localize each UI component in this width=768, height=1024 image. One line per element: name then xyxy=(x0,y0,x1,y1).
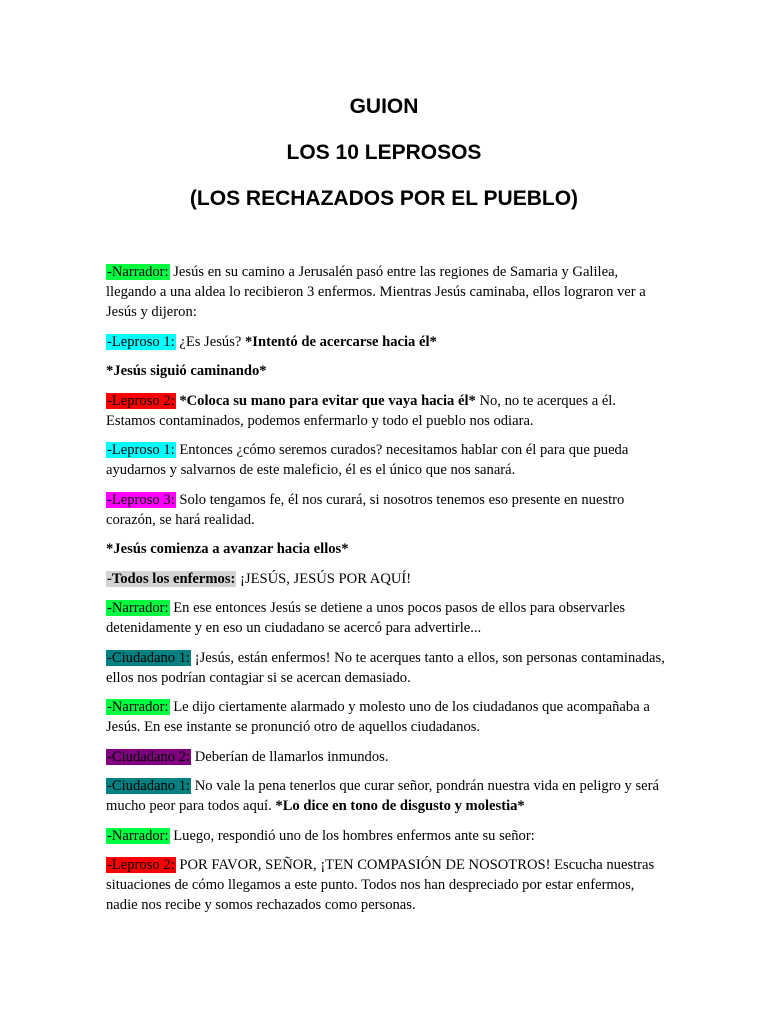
stage-note: *Jesús siguió caminando* xyxy=(106,363,267,379)
speaker-tag: -Ciudadano 2: xyxy=(107,748,191,765)
dialogue-line xyxy=(106,598,666,638)
dialogue-text: Le dijo ciertamente alarmado y molesto uno de los ciudadanos que acompañaba a Jesús. En ese instante se pronunció otro de aquellos ciudadanos. xyxy=(106,699,650,735)
dialogue-text: Entonces ¿cómo seremos curados? necesitamos hablar con él para que pueda ayudarnos y salvarnos de este maleficio, él es el único que nos sanará. xyxy=(106,442,629,478)
dialogue-line xyxy=(106,391,666,431)
title-line-1: GUION xyxy=(349,95,419,118)
dialogue-text: Jesús en su camino a Jerusalén pasó entre las regiones de Samaria y Galilea, llegando a una aldea lo recibieron 3 enfermos. Mientras Jesús caminaba, ellos lograron ver a Jesús y dijeron: xyxy=(106,264,646,320)
dialogue-line xyxy=(106,747,666,767)
dialogue-line xyxy=(106,697,666,737)
speaker-tag: -Todos los enfermos: xyxy=(107,570,236,587)
dialogue-text: ¡JESÚS, JESÚS POR AQUÍ! xyxy=(236,570,412,587)
speaker-tag: -Narrador: xyxy=(107,827,169,844)
dialogue-line xyxy=(106,440,666,480)
speaker-tag: -Narrador: xyxy=(107,699,169,715)
stage-direction xyxy=(106,361,666,381)
stage-direction xyxy=(106,539,666,559)
stage-note: *Jesús comienza a avanzar hacia ellos* xyxy=(106,541,349,557)
dialogue-line xyxy=(106,490,666,530)
dialogue-line xyxy=(106,776,666,816)
dialogue-line xyxy=(106,826,666,846)
dialogue-text: En ese entonces Jesús se detiene a unos pocos pasos de ellos para observarles detenidamente y en eso un ciudadano se acercó para advertirle... xyxy=(106,600,626,636)
speaker-tag: -Leproso 1: xyxy=(107,333,175,350)
dialogue-line xyxy=(106,855,666,915)
dialogue-text: No vale la pena tenerlos que curar señor, pondrán nuestra vida en peligro y será mucho peor para todos aquí. xyxy=(106,778,659,814)
dialogue-text: Deberían de llamarlos inmundos. xyxy=(191,748,389,765)
dialogue-text: Luego, respondió uno de los hombres enfermos ante su señor: xyxy=(169,827,535,844)
dialogue-line xyxy=(106,569,666,589)
dialogue-text: ¿Es Jesús? xyxy=(175,333,245,350)
stage-note: *Intentó de acercarse hacia él* xyxy=(245,333,437,350)
stage-note: *Lo dice en tono de disgusto y molestia* xyxy=(275,798,525,814)
dialogue-line xyxy=(106,262,666,322)
dialogue-text: No, no te acerques a él. Estamos contaminados, podemos enfermarlo y todo el pueblo nos odiara. xyxy=(106,392,617,429)
speaker-tag: -Leproso 2: xyxy=(107,392,175,409)
speaker-tag: -Narrador: xyxy=(107,264,169,280)
title-block xyxy=(0,92,768,230)
dialogue-text: ¡Jesús, están enfermos! No te acerques tanto a ellos, son personas contaminadas, ellos nos podrían contagiar si se acercan demasiado. xyxy=(106,649,665,686)
dialogue-line xyxy=(106,332,666,352)
speaker-tag: -Ciudadano 1: xyxy=(107,649,191,666)
dialogue-text: POR FAVOR, SEÑOR, ¡TEN COMPASIÓN DE NOSOTROS! Escucha nuestras situaciones de cómo llegamos a este punto. Todos nos han despreciado por estar enfermos, nadie nos recibe y somos rechazados como personas. xyxy=(106,857,655,913)
speaker-tag: -Leproso 1: xyxy=(107,442,175,458)
title-line-2: LOS 10 LEPROSOS xyxy=(286,141,482,164)
script-body xyxy=(106,262,666,925)
speaker-tag: -Narrador: xyxy=(107,600,169,616)
speaker-tag: -Leproso 3: xyxy=(107,491,175,508)
dialogue-text: Solo tengamos fe, él nos curará, si nosotros tenemos eso presente en nuestro corazón, se hará realidad. xyxy=(106,491,625,528)
stage-note: *Coloca su mano para evitar que vaya hacia él* xyxy=(179,392,476,409)
dialogue-line xyxy=(106,648,666,688)
title-line-3: (LOS RECHAZADOS POR EL PUEBLO) xyxy=(189,187,579,210)
speaker-tag: -Leproso 2: xyxy=(107,857,175,873)
speaker-tag: -Ciudadano 1: xyxy=(107,778,191,794)
